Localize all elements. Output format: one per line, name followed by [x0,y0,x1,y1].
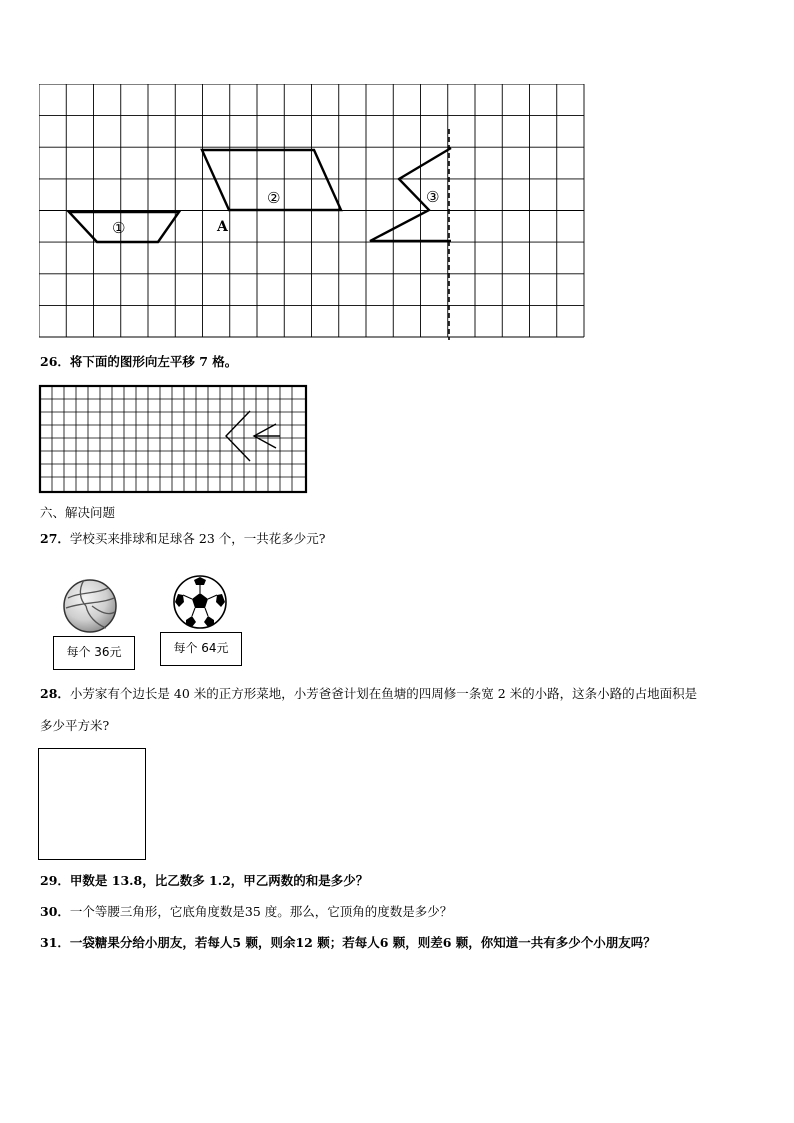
question-26 [40,354,237,370]
volleyball-icon [62,578,118,634]
shape-3-label: ③ [426,188,440,206]
question-number: 28． [40,686,70,701]
soccer-price-box: 每个 64元 [160,632,242,666]
shape-2-label: ② [267,189,281,207]
question-28-continued: 多少平方米? [40,718,110,733]
question-30 [40,904,452,920]
square-field-diagram [38,748,146,860]
question-27 [40,531,325,547]
question-text: 学校买来排球和足球各 23 个，一共花多少元? [69,531,326,546]
question-31 [40,935,656,951]
question-number: 31． [40,935,70,950]
question-number: 26． [40,354,70,369]
point-a-label: A [217,219,228,235]
soccer-ball-icon [172,574,228,630]
question-text-line-1: 小芳家有个边长是 40 米的正方形菜地，小芳爸爸计划在鱼塘的四周修一条宽 2 米的小路，这条小路的占地面积是 [69,686,698,701]
question-29 [40,873,368,889]
question-text: 甲数是 13.8，比乙数多 1.2，甲乙两数的和是多少？ [69,873,369,888]
question-number: 27． [40,531,70,546]
question-text: 一个等腰三角形，它底角度数是35 度。那么，它顶角的度数是多少？ [69,904,453,919]
volleyball-price-box: 每个 36元 [53,636,135,670]
translation-grid [38,384,310,496]
question-text: 将下面的图形向左平移 7 格。 [69,354,238,369]
section-title: 六、解决问题 [40,505,116,520]
arrow-shape [226,411,280,461]
shape-1-label: ① [112,219,126,237]
question-text: 一袋糖果分给小朋友，若每人5 颗，则余12 颗；若每人6 颗，则差6 颗，你知道一共有多少个小朋友吗？ [69,935,656,950]
shape-grid-figure [39,84,587,340]
question-number: 29． [40,873,70,888]
question-number: 30． [40,904,70,919]
question-28 [40,686,697,702]
